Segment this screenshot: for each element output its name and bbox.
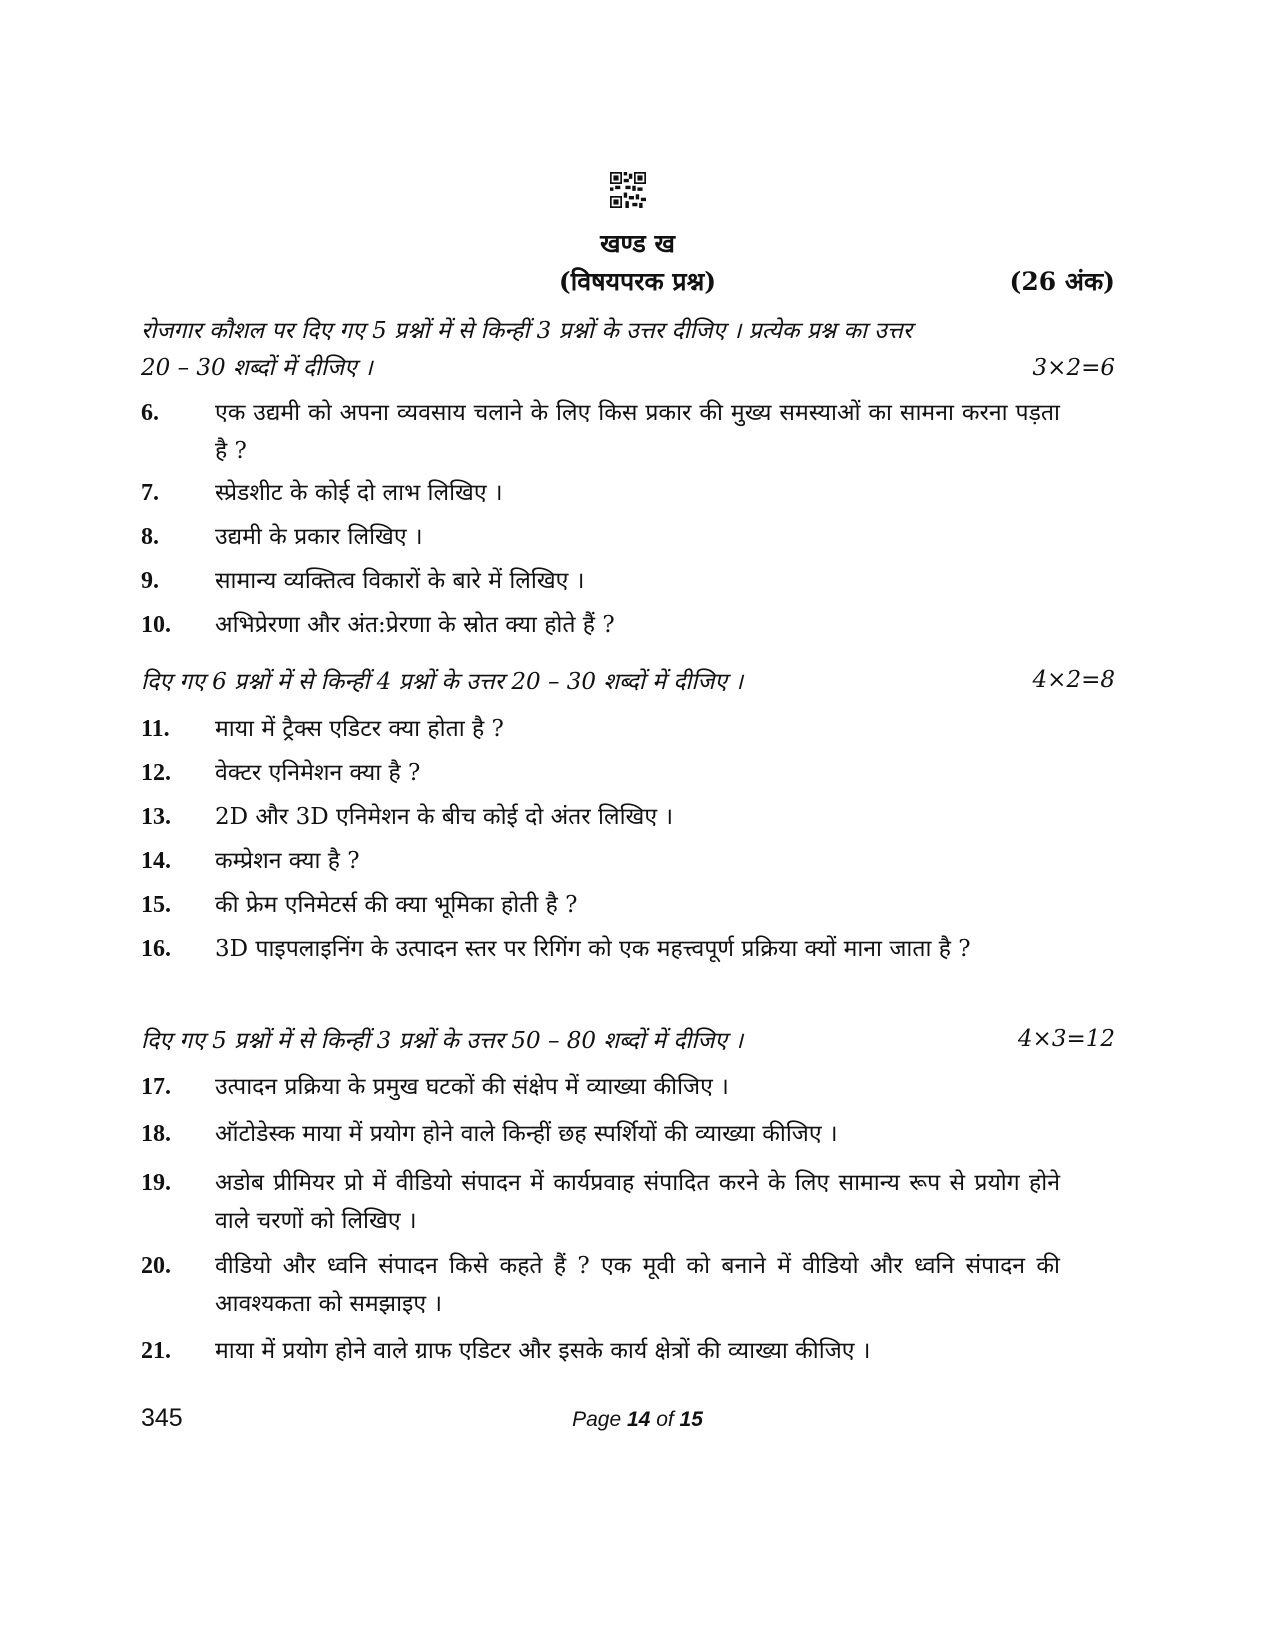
section-subtitle: (विषयपरक प्रश्न) bbox=[558, 267, 717, 296]
instruction-line: 20 – 30 शब्दों में दीजिए । bbox=[141, 355, 373, 381]
page-number bbox=[0, 1408, 1275, 1432]
question-text: सामान्य व्यक्तित्व विकारों के बारे में लिखिए । bbox=[215, 568, 585, 594]
question-text: माया में प्रयोग होने वाले ग्राफ एडिटर और इसके कार्य क्षेत्रों की व्याख्या कीजिए । bbox=[215, 1338, 871, 1364]
group-marks: 3×2=6 bbox=[1032, 355, 1115, 381]
question-number: 12. bbox=[141, 760, 171, 786]
section-title: खण्ड ख bbox=[600, 229, 675, 258]
group-marks: 4×2=8 bbox=[1032, 667, 1115, 693]
question-number: 15. bbox=[141, 892, 171, 918]
question-number: 9. bbox=[141, 568, 159, 594]
question-text: अडोब प्रीमियर प्रो में वीडियो संपादन में कार्यप्रवाह संपादित करने के लिए सामान्य रूप से प्रयोग होने वाले चरणों को लिखिए । bbox=[215, 1170, 1060, 1234]
question-number: 18. bbox=[141, 1121, 171, 1147]
question-number: 16. bbox=[141, 936, 171, 962]
group-instruction: दिए गए 5 प्रश्नों में से किन्हीं 3 प्रश्नों के उत्तर 50 – 80 शब्दों में दीजिए । bbox=[141, 1028, 744, 1054]
section-marks: (26 अंक) bbox=[1009, 267, 1115, 296]
question-number: 19. bbox=[141, 1170, 171, 1196]
page-total: 15 bbox=[679, 1408, 703, 1431]
question-text: एक उद्यमी को अपना व्यवसाय चलाने के लिए किस प्रकार की मुख्य समस्याओं का सामना करना पड़ता है ? bbox=[215, 400, 1060, 464]
paper-code: 345 bbox=[141, 1404, 183, 1432]
question-text: ऑटोडेस्क माया में प्रयोग होने वाले किन्हीं छह स्पर्शियों की व्याख्या कीजिए । bbox=[215, 1121, 838, 1147]
question-number: 7. bbox=[141, 480, 159, 506]
question-number: 13. bbox=[141, 804, 171, 830]
question-number: 20. bbox=[141, 1253, 171, 1279]
question-text: स्प्रेडशीट के कोई दो लाभ लिखिए । bbox=[215, 480, 503, 506]
question-number: 21. bbox=[141, 1338, 171, 1364]
question-text: वीडियो और ध्वनि संपादन किसे कहते हैं ? एक मूवी को बनाने में वीडियो और ध्वनि संपादन की आवश्यकता को समझाइए । bbox=[215, 1253, 1060, 1317]
question-number: 11. bbox=[141, 716, 170, 742]
question-text: उत्पादन प्रक्रिया के प्रमुख घटकों की संक्षेप में व्याख्या कीजिए । bbox=[215, 1074, 729, 1100]
question-text: अभिप्रेरणा और अंत:प्रेरणा के स्रोत क्या होते हैं ? bbox=[215, 612, 615, 638]
question-number: 8. bbox=[141, 524, 159, 550]
question-text: माया में ट्रैक्स एडिटर क्या होता है ? bbox=[215, 716, 504, 742]
page-label: Page bbox=[572, 1408, 622, 1431]
group-instruction: दिए गए 6 प्रश्नों में से किन्हीं 4 प्रश्नों के उत्तर 20 – 30 शब्दों में दीजिए । bbox=[141, 669, 744, 695]
question-number: 10. bbox=[141, 612, 171, 638]
qr-code-icon bbox=[610, 172, 646, 208]
question-text: कम्प्रेशन क्या है ? bbox=[215, 848, 360, 874]
question-number: 14. bbox=[141, 848, 171, 874]
question-text: की फ्रेम एनिमेटर्स की क्या भूमिका होती है ? bbox=[215, 892, 578, 918]
instruction-line: रोजगार कौशल पर दिए गए 5 प्रश्नों में से किन्हीं 3 प्रश्नों के उत्तर दीजिए । प्रत्येक प्रश्न का उत्तर bbox=[141, 318, 913, 344]
question-text: उद्यमी के प्रकार लिखिए । bbox=[215, 524, 423, 550]
page-current: 14 bbox=[626, 1408, 651, 1431]
question-number: 17. bbox=[141, 1074, 171, 1100]
question-text: वेक्टर एनिमेशन क्या है ? bbox=[215, 760, 421, 786]
question-text: 2D और 3D एनिमेशन के बीच कोई दो अंतर लिखिए । bbox=[215, 804, 674, 830]
group-marks: 4×3=12 bbox=[1017, 1026, 1115, 1052]
group-instruction bbox=[141, 313, 912, 387]
question-text: 3D पाइपलाइनिंग के उत्पादन स्तर पर रिगिंग को एक महत्त्वपूर्ण प्रक्रिया क्यों माना जाता है ? bbox=[215, 936, 971, 962]
question-number: 6. bbox=[141, 400, 159, 426]
page-of: of bbox=[656, 1408, 674, 1431]
